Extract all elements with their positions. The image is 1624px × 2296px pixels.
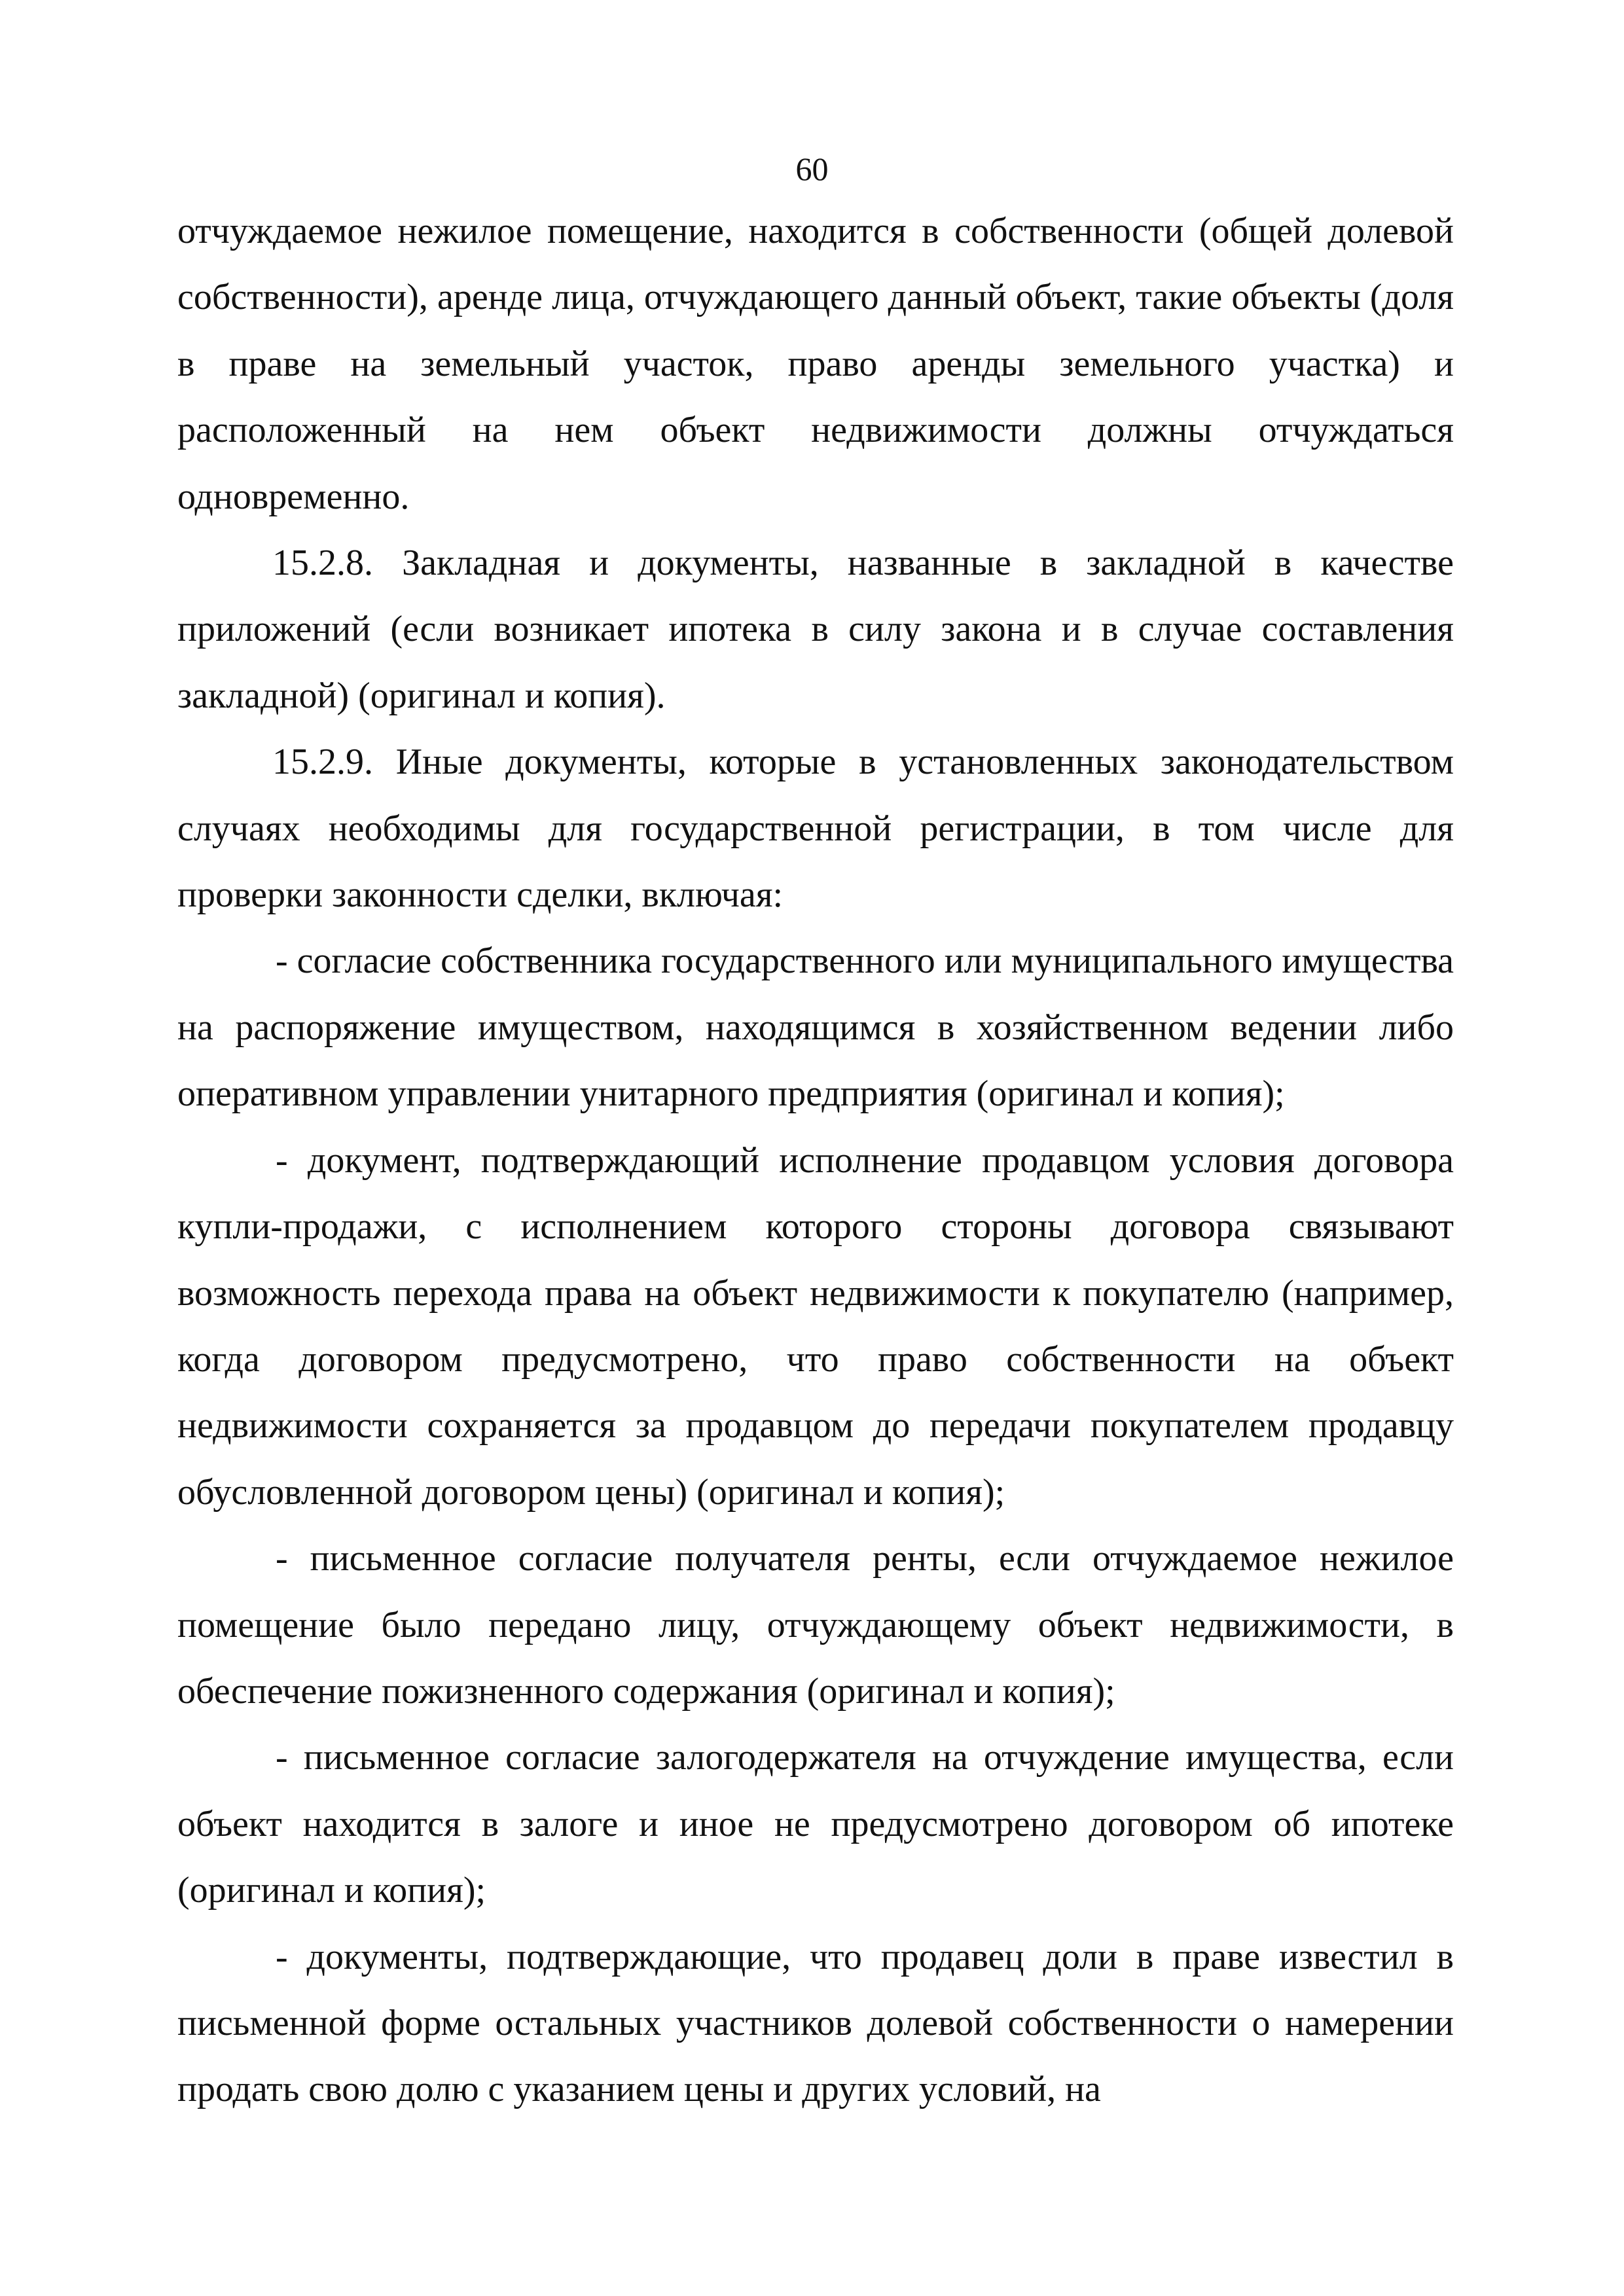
list-item-rent-recipient-consent: - письменное согласие получателя ренты, если отчуждаемое нежилое помещение было передано лицу, отчуждающему объект недвижимости, в обеспечение пожизненного содержания (оригинал и копия); [177, 1538, 1454, 1712]
document-body [177, 198, 1454, 2123]
list-item-owner-consent: - согласие собственника государственного или муниципального имущества на распоряжение имуществом, находящимся в хозяйственном ведении либо оперативном управлении унитарного предприятия (оригинал и копия); [177, 941, 1454, 1115]
paragraph-15-2-8: 15.2.8. Закладная и документы, названные в закладной в качестве приложений (если возникает ипотека в силу закона и в случае составления закладной) (оригинал и копия). [177, 543, 1454, 716]
paragraph-15-2-9: 15.2.9. Иные документы, которые в установленных законодательством случаях необходимы для государственной регистрации, в том числе для проверки законности сделки, включая: [177, 742, 1454, 916]
list-item-pledgee-consent: - письменное согласие залогодержателя на отчуждение имущества, если объект находится в залоге и иное не предусмотрено договором об ипотеке (оригинал и копия); [177, 1737, 1454, 1911]
list-item-share-notification: - документы, подтверждающие, что продавец доли в праве известил в письменной форме остальных участников долевой собственности о намерении продать свою долю с указанием цены и других условий, на [177, 1936, 1454, 2110]
paragraph-continuation: отчуждаемое нежилое помещение, находится в собственности (общей долевой собственности), аренде лица, отчуждающего данный объект, такие объекты (доля в праве на земельный участок, право аренды земельного участка) и расположенный на нем объект недвижимости должны отчуждаться одновременно. [177, 211, 1454, 517]
list-item-payment-document: - документ, подтверждающий исполнение продавцом условия договора купли-продажи, с исполнением которого стороны договора связывают возможность перехода права на объект недвижимости к покупателю (например, когда договором предусмотрено, что право собственности на объект недвижимости сохраняется за продавцом до передачи покупателем продавцу обусловленной договором цены) (оригинал и копия); [177, 1139, 1454, 1513]
page-number: 60 [795, 151, 829, 187]
